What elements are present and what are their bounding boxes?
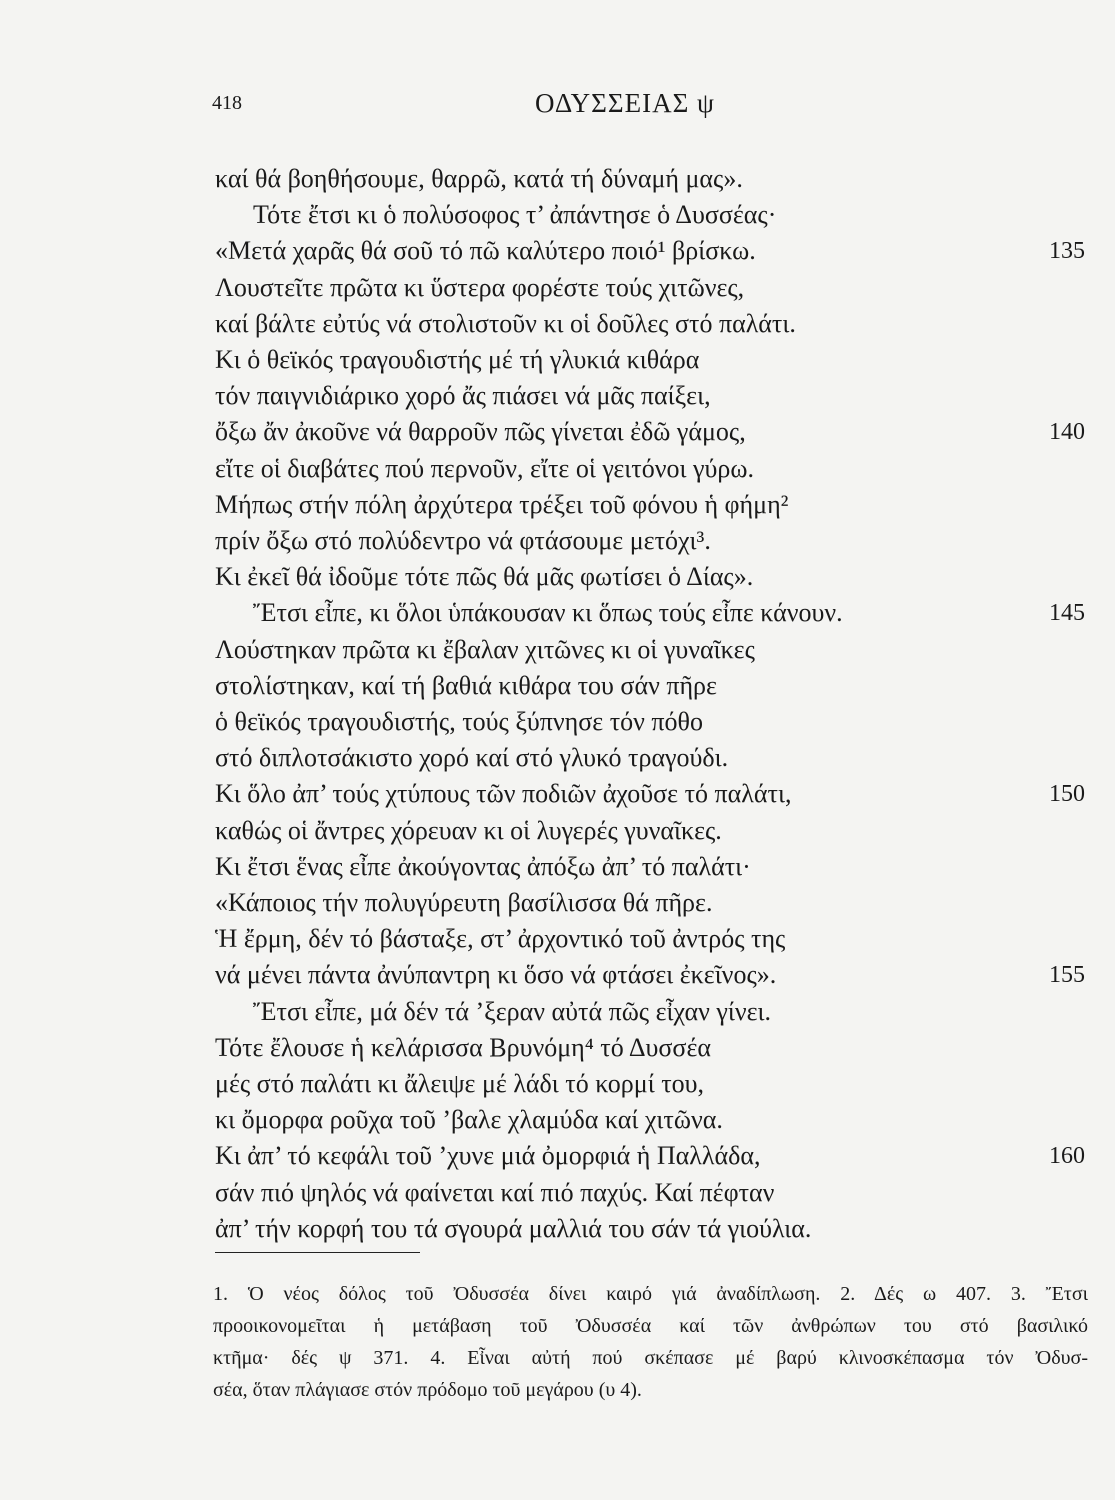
footnote-line: 1. Ὁ νέος δόλος τοῦ Ὀδυσσέα δίνει καιρό γιά ἀναδίπλωση. 2. Δές ω 407. 3. Ἔτσι: [213, 1283, 1088, 1305]
verse-line: [215, 162, 1085, 196]
verse-text: σάν πιό ψηλός νά φαίνεται καί πιό παχύς. Καί πέφταν: [215, 1177, 775, 1207]
verse-line: [215, 705, 1085, 739]
verse-line: [215, 814, 1085, 848]
verse-text: ἀπ’ τήν κορφή του τά σγουρά μαλλιά του σάν τά γιούλια.: [215, 1213, 812, 1243]
verse-line: [215, 958, 1085, 992]
verse-line: [215, 560, 1085, 594]
verse-text: Ἡ ἔρμη, δέν τό βάσταξε, στ’ ἀρχοντικό τοῦ ἀντρός της: [215, 924, 786, 954]
footnotes: [213, 1278, 1088, 1406]
verse-text: τόν παιγνιδιάρικο χορό ἄς πιάσει νά μᾶς παίξει,: [215, 381, 711, 411]
verse-text: Κι ὅλο ἀπ’ τούς χτύπους τῶν ποδιῶν ἀχοῦσε τό παλάτι,: [215, 779, 792, 809]
verse-text: Τότε ἔτσι κι ὁ πολύσοφος τ’ ἀπάντησε ὁ Δυσσέας·: [253, 200, 777, 230]
page-number: 418: [212, 92, 242, 114]
verse-line: [215, 415, 1085, 449]
verse-text: στολίστηκαν, καί τή βαθιά κιθάρα του σάν πῆρε: [215, 670, 717, 700]
verse-line: [215, 1067, 1085, 1101]
verse-line: [215, 379, 1085, 413]
verse-line: [215, 1212, 1085, 1246]
verse-line: [215, 633, 1085, 667]
verse-text: Ἔτσι εἶπε, κι ὅλοι ὑπάκουσαν κι ὅπως τούς εἶπε κάνουν.: [253, 598, 843, 628]
verse-text: ὁ θεϊκός τραγουδιστής, τούς ξύπνησε τόν πόθο: [215, 707, 703, 736]
verse-text: εἴτε οἱ διαβάτες πού περνοῦν, εἴτε οἱ γειτόνοι γύρω.: [215, 453, 754, 483]
verse-line: [215, 307, 1085, 341]
verse-text: καθώς οἱ ἄντρες χόρευαν κι οἱ λυγερές γυναῖκες.: [215, 815, 722, 845]
running-title: ΟΔΥΣΣΕΙΑΣ ψ: [535, 88, 715, 118]
line-number: 155: [1049, 962, 1085, 989]
verse-text: νά μένει πάντα ἀνύπαντρη κι ὅσο νά φτάσει ἐκεῖνος».: [215, 960, 777, 990]
verse-text: Τότε ἔλουσε ἡ κελάρισσα Βρυνόμη⁴ τό Δυσσέα: [215, 1032, 711, 1062]
verse-line: [215, 741, 1085, 775]
verse-line: [215, 234, 1085, 268]
verse-line: [215, 1139, 1085, 1173]
verse-line: [215, 524, 1085, 558]
verse-text: Λούστηκαν πρῶτα κι ἔβαλαν χιτῶνες κι οἱ γυναῖκες: [215, 634, 755, 664]
verse-line: [215, 850, 1085, 884]
verse-line: [215, 777, 1085, 811]
footnote-line: κτῆμα· δές ψ 371. 4. Εἶναι αὐτή πού σκέπασε μέ βαρύ κλινοσκέπασμα τόν Ὀδυσ-: [213, 1347, 1088, 1369]
verse-line: [215, 198, 1085, 232]
verse-line: [215, 922, 1085, 956]
footnote-line: σέα, ὅταν πλάγιασε στόν πρόδομο τοῦ μεγάρου (υ 4).: [213, 1379, 642, 1401]
verse-text: Ἔτσι εἶπε, μά δέν τά ’ξεραν αὐτά πῶς εἶχαν γίνει.: [253, 996, 772, 1026]
verse-text: Μήπως στήν πόλη ἀρχύτερα τρέξει τοῦ φόνου ἡ φήμη²: [215, 489, 789, 519]
verse-line: [215, 271, 1085, 305]
verse-line: [215, 886, 1085, 920]
verse-text: «Μετά χαρᾶς θά σοῦ τό πῶ καλύτερο ποιό¹ βρίσκω.: [215, 236, 756, 266]
line-number: 145: [1049, 600, 1085, 627]
verse-text: Κι ὁ θεϊκός τραγουδιστής μέ τή γλυκιά κιθάρα: [215, 345, 700, 374]
verse-text: καί θά βοηθήσουμε, θαρρῶ, κατά τή δύναμή μας».: [215, 164, 743, 193]
verse-text: Λουστεῖτε πρῶτα κι ὕστερα φορέστε τούς χιτῶνες,: [215, 272, 745, 302]
verse-text: Κι ἔτσι ἕνας εἶπε ἀκούγοντας ἀπόξω ἀπ’ τό παλάτι·: [215, 851, 751, 881]
verse-line: [215, 452, 1085, 486]
verse-text: ὄξω ἄν ἀκοῦνε νά θαρροῦν πῶς γίνεται ἐδῶ γάμος,: [215, 417, 746, 447]
verse-line: [215, 1031, 1085, 1065]
verse-text: Κι ἐκεῖ θά ἰδοῦμε τότε πῶς θά μᾶς φωτίσει ὁ Δίας».: [215, 562, 754, 592]
verse-line: [215, 596, 1085, 630]
verse-line: [215, 488, 1085, 522]
verse-text: «Κάποιος τήν πολυγύρευτη βασίλισσα θά πῆρε.: [215, 888, 713, 917]
verse-line: [215, 1103, 1085, 1137]
verse-text: Κι ἀπ’ τό κεφάλι τοῦ ’χυνε μιά ὀμορφιά ἡ Παλλάδα,: [215, 1141, 761, 1171]
verse-line: [215, 1176, 1085, 1210]
footnote-divider: [215, 1252, 420, 1253]
verse-text: στό διπλοτσάκιστο χορό καί στό γλυκό τραγούδι.: [215, 743, 729, 773]
verse-text: μές στό παλάτι κι ἄλειψε μέ λάδι τό κορμί του,: [215, 1069, 705, 1098]
footnote-line: προοικονομεῖται ἡ μετάβαση τοῦ Ὀδυσσέα καί τῶν ἀνθρώπων του στό βασιλικό: [213, 1315, 1088, 1337]
verse-line: [215, 669, 1085, 703]
line-number: 150: [1049, 781, 1085, 808]
line-number: 160: [1049, 1143, 1085, 1170]
verse-line: [215, 995, 1085, 1029]
verse-line: [215, 343, 1085, 377]
verse-text: κι ὄμορφα ροῦχα τοῦ ’βαλε χλαμύδα καί χιτῶνα.: [215, 1105, 723, 1135]
verse-text: καί βάλτε εὐτύς νά στολιστοῦν κι οἱ δοῦλες στό παλάτι.: [215, 308, 796, 338]
verse-text: πρίν ὄξω στό πολύδεντρο νά φτάσουμε μετόχι³.: [215, 526, 711, 555]
line-number: 140: [1049, 419, 1085, 446]
line-number: 135: [1049, 238, 1085, 265]
